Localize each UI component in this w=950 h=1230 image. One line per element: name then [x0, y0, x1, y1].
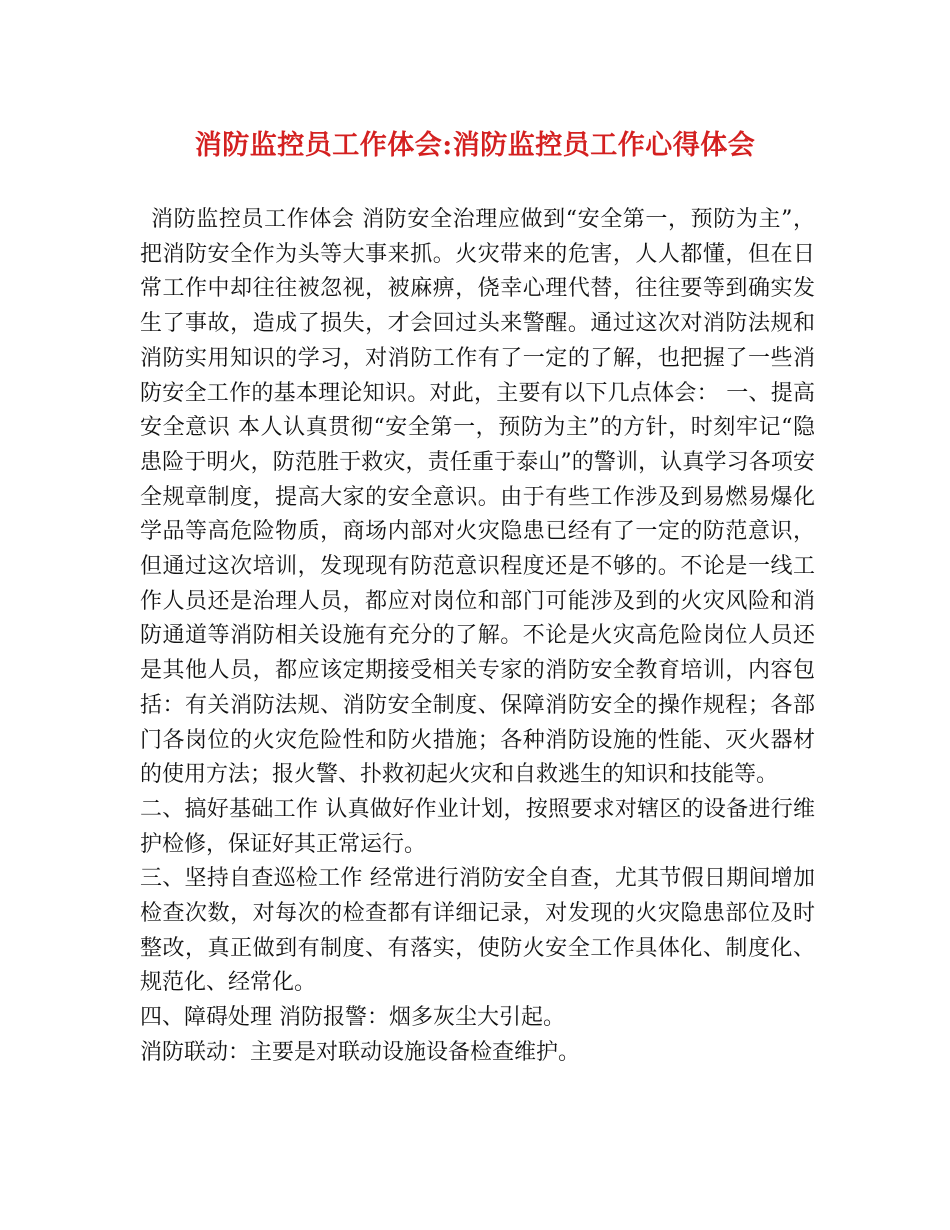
- paragraph-section-2: 二、搞好基础工作 认真做好作业计划，按照要求对辖区的设备进行维护检修，保证好其正常运行。: [140, 796, 815, 857]
- paragraph-linkage: 消防联动：主要是对联动设施设备检查维护。: [140, 1039, 581, 1065]
- paragraph-intro: 消防监控员工作体会 消防安全治理应做到“安全第一，预防为主”，把消防安全作为头等大事来抓。火灾带来的危害，人人都懂，但在日常工作中却往往被忽视，被麻痹，侥幸心理代替，往往要等到确实发生了事故，造成了损失，才会回过头来警醒。通过这次对消防法规和消防实用知识的学习，对消防工作有了一定的了解，也把握了一些消防安全工作的基本理论知识。对此，主要有以下几点体会： 一、提高安全意识 本人认真贯彻“安全第一，预防为主”的方针，时刻牢记“隐患险于明火，防范胜于救灾，责任重于泰山”的警训，认真学习各项安全规章制度，提高大家的安全意识。由于有些工作涉及到易燃易爆化学品等高危险物质，商场内部对火灾隐患已经有了一定的防范意识，但通过这次培训，发现现有防范意识程度还是不够的。不论是一线工作人员还是治理人员，都应对岗位和部门可能涉及到的火灾风险和消防通道等消防相关设施有充分的了解。不论是火灾高危险岗位人员还是其他人员，都应该定期接受相关专家的消防安全教育培训，内容包括：有关消防法规、消防安全制度、保障消防安全的操作规程；各部门各岗位的火灾危险性和防火措施；各种消防设施的性能、灭火器材的使用方法；报火警、扑救初起火灾和自救逃生的知识和技能等。: [140, 207, 815, 788]
- paragraph-section-4: 四、障碍处理 消防报警：烟多灰尘大引起。: [140, 1005, 565, 1031]
- document-body: [140, 203, 815, 1071]
- paragraph-section-3: 三、坚持自查巡检工作 经常进行消防安全自查，尤其节假日期间增加检查次数，对每次的检查都有详细记录，对发现的火灾隐患部位及时整改，真正做到有制度、有落实，使防火安全工作具体化、制度化、规范化、经常化。: [140, 866, 815, 996]
- document-title: 消防监控员工作体会:消防监控员工作心得体会: [194, 130, 756, 161]
